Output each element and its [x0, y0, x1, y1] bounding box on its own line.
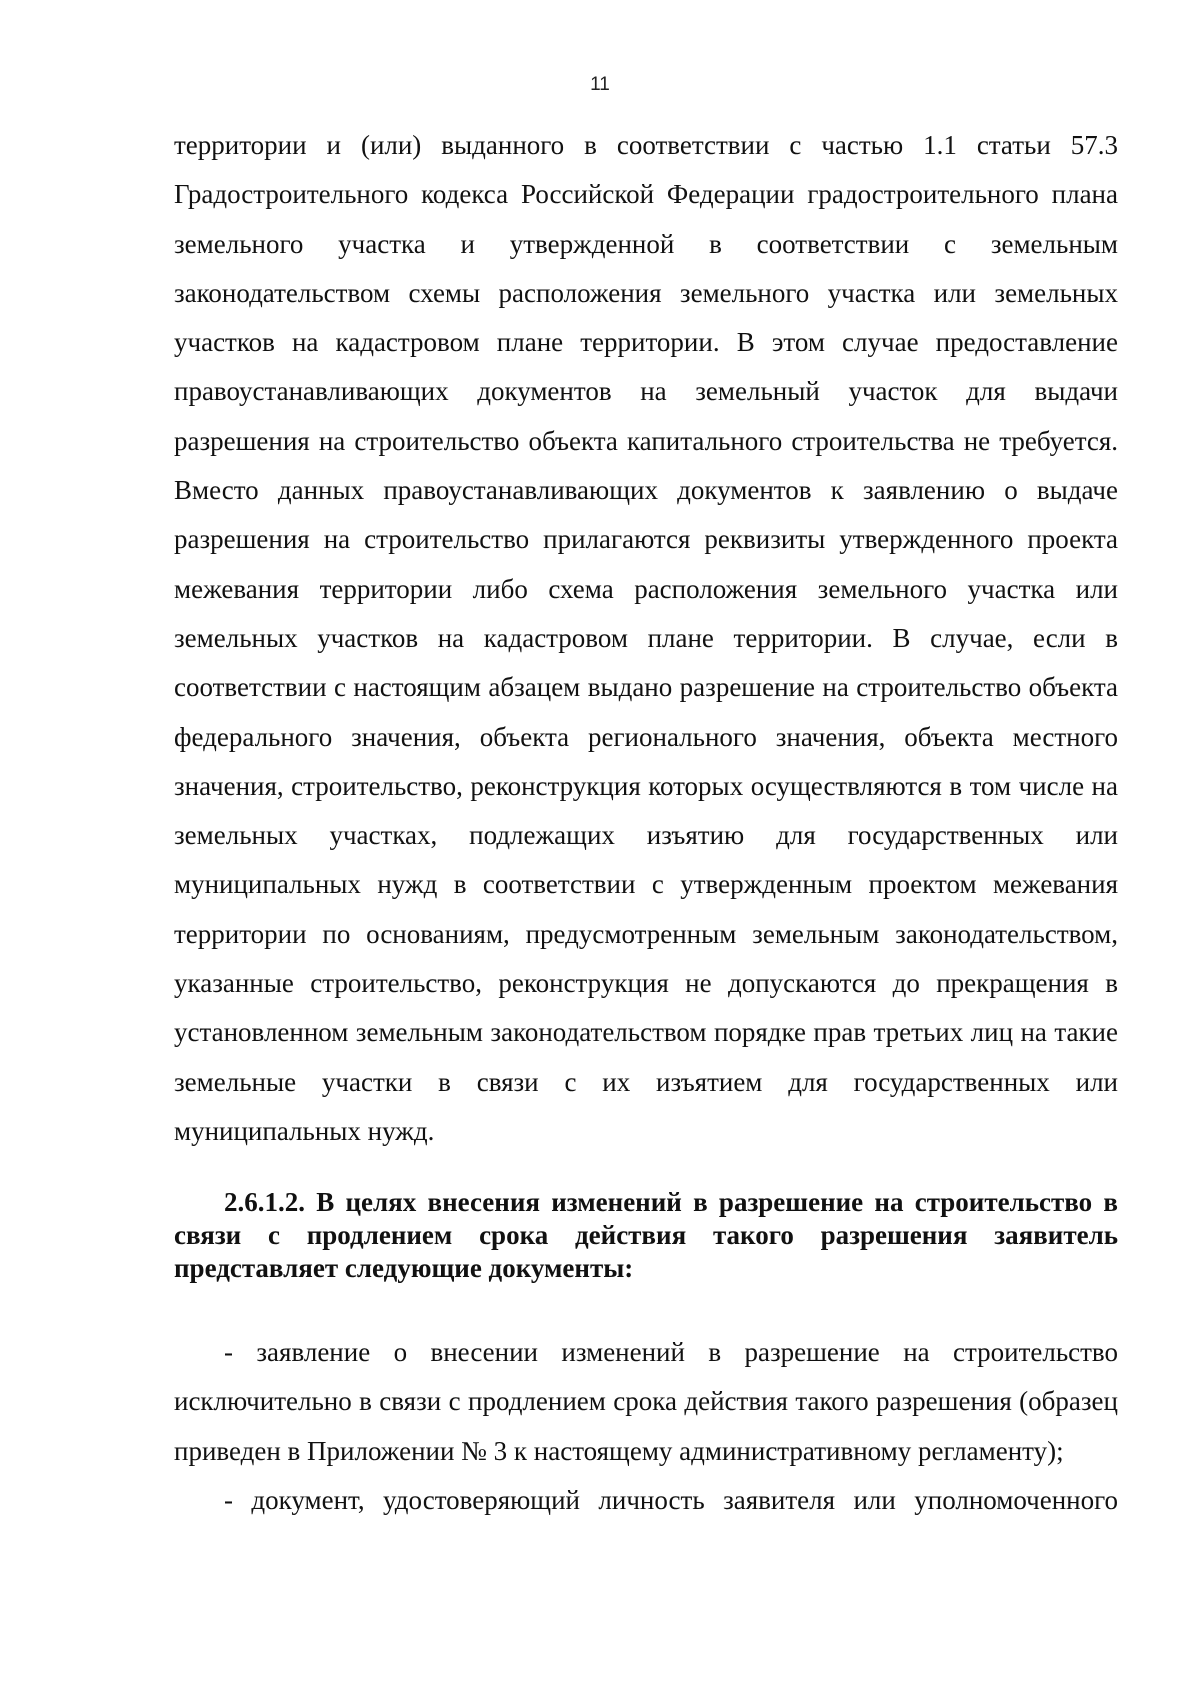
list-item: - заявление о внесении изменений в разрешение на строительство исключительно в связи с продлением срока действия такого разрешения (образец приведен в Приложении № 3 к настоящему административному регламенту);	[174, 1337, 1118, 1466]
page-number: 11	[590, 74, 610, 95]
section-heading: 2.6.1.2. В целях внесения изменений в разрешение на строительство в связи с продлением срока действия такого разрешения заявитель представляет следующие документы:	[174, 1187, 1118, 1283]
body-paragraph: территории и (или) выданного в соответствии с частью 1.1 статьи 57.3 Градостроительного кодекса Российской Федерации градостроительного плана земельного участка и утвержденной в соответствии с земельным законодательством схемы расположения земельного участка или земельных участков на кадастровом плане территории. В этом случае предоставление правоустанавливающих документов на земельный участок для выдачи разрешения на строительство объекта капитального строительства не требуется. Вместо данных правоустанавливающих документов к заявлению о выдаче разрешения на строительство прилагаются реквизиты утвержденного проекта межевания территории либо схема расположения земельного участка или земельных участков на кадастровом плане территории. В случае, если в соответствии с настоящим абзацем выдано разрешение на строительство объекта федерального значения, объекта регионального значения, объекта местного значения, строительство, реконструкция которых осуществляются в том числе на земельных участках, подлежащих изъятию для государственных или муниципальных нужд в соответствии с утвержденным проектом межевания территории по основаниям, предусмотренным земельным законодательством, указанные строительство, реконструкция не допускаются до прекращения в установленном земельным законодательством порядке прав третьих лиц на такие земельные участки в связи с их изъятием для государственных или муниципальных нужд.	[174, 130, 1118, 1146]
document-list	[174, 1328, 1118, 1525]
list-item: - документ, удостоверяющий личность заявителя или уполномоченного	[224, 1484, 1118, 1515]
